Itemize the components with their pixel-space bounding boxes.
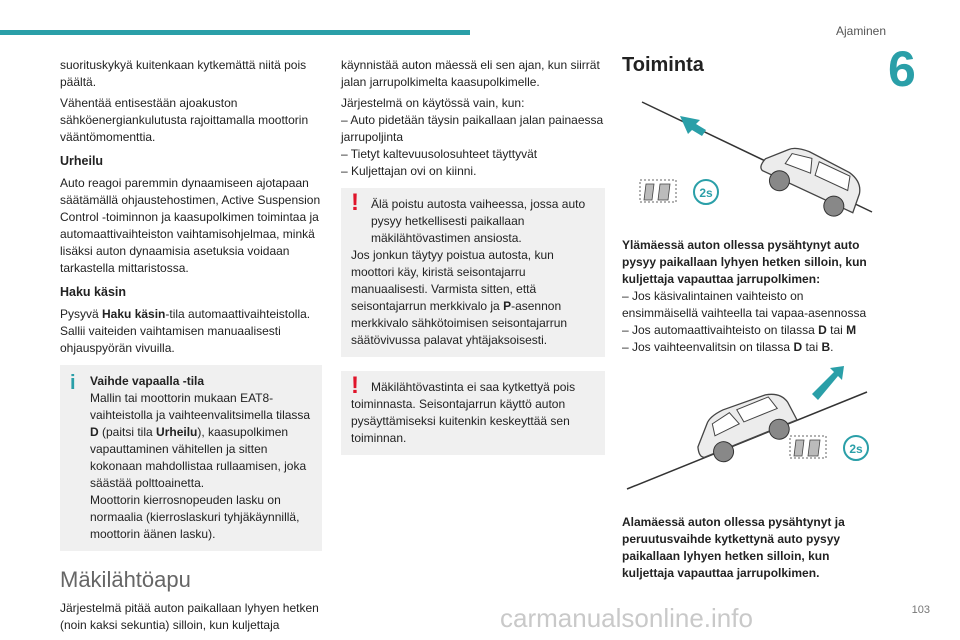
chapter-number: 6 xyxy=(888,41,916,97)
downhill-description: Alamäessä auton ollessa pysähtynyt ja peruutusvaihde kytkettynä auto pysyy paikallaan lyhyen hetken silloin, kun kuljettaja vapauttaa jarrupolkimen. xyxy=(622,515,845,580)
intro-paragraph-2: Vähentää entisestään ajoakuston sähköenergiankulutusta rajoittamalla moottorin vääntömomenttia. xyxy=(60,96,309,144)
toiminta-heading: Toiminta xyxy=(622,54,704,76)
timer-icon xyxy=(694,180,718,204)
uphill-condition-3 xyxy=(622,339,880,356)
warning-icon: ! xyxy=(351,189,359,216)
intro-paragraph-1: suorituskykyä kuitenkaan kytkemättä niitä pois päältä. xyxy=(60,58,307,89)
uphill-car-diagram xyxy=(622,90,880,225)
warning-1-p: P xyxy=(503,299,512,313)
info-box xyxy=(60,365,322,551)
info-line-3: Moottorin kierrosnopeuden lasku on normaalia (kierroslaskuri tyhjäkäynnillä, moottorin äänen lasku). xyxy=(90,493,300,541)
info-d: D xyxy=(90,425,99,439)
up-b2-pre: – Jos automaattivaihteisto on tilassa xyxy=(622,323,819,337)
condition-1: – Auto pidetään täysin paikallaan jalan painaessa jarrupoljinta xyxy=(341,113,604,144)
warning-1-b: Jos jonkun täytyy poistua autosta, kun moottori käy, kiristä seisontajarru manuaalisesti. Varmista sitten, että seisontajarrun merkkivalo ja xyxy=(351,248,554,313)
downhill-illustration xyxy=(622,364,880,502)
info-l2-pre: (paitsi tila xyxy=(98,425,157,439)
up-b2-mid: tai xyxy=(826,323,847,337)
up-b3-d: D xyxy=(793,340,803,354)
info-line-1: Mallin tai moottorin mukaan EAT8-vaihteistolla ja vaihteenvalitsimella tilassa xyxy=(90,391,311,422)
pedal-icon xyxy=(640,180,676,202)
chapter-name: Ajaminen xyxy=(835,24,886,38)
haku-text xyxy=(60,306,322,357)
warning-box-1 xyxy=(341,188,605,357)
column-1 xyxy=(60,57,322,638)
warning-1-text-a: Älä poistu autosta vaiheessa, jossa auto pysyy hetkellisesti paikallaan mäkilähtövastimen ansiosta. xyxy=(371,197,586,245)
watermark: carmanualsonline.info xyxy=(500,603,753,633)
pedal-icon xyxy=(790,436,826,458)
info-urheilu: Urheilu xyxy=(156,425,198,439)
column-2 xyxy=(341,57,605,469)
info-line-2 xyxy=(90,424,312,492)
haku-text-post: -tila automaattivaihteistolla. Sallii vaiteiden vaihtamisen manuaalisesti ohjauspyörän vivuilla. xyxy=(60,307,311,355)
urheilu-heading: Urheilu xyxy=(60,154,104,168)
column-3 xyxy=(622,54,880,586)
warning-box-2 xyxy=(341,371,605,455)
haku-heading: Haku käsin xyxy=(60,285,127,299)
urheilu-text: Auto reagoi paremmin dynaamiseen ajotapaan säätämällä ohjaustehostimen, Active Suspension Control -toiminnon ja kaasupolkimen toimintaa ja automaattivaihteiston vaihtamisohjelmaa, minkä lisäksi auton dynaamisia asetuksia voidaan tarkastella mittaristossa. xyxy=(60,176,321,275)
warning-2-text: Mäkilähtövastinta ei saa kytkettyä pois toiminnasta. Seisontajarrun käyttö auton pysäyttämiseksi kuitenkin keskeyttää sen toiminnan. xyxy=(351,380,576,445)
info-icon: i xyxy=(70,372,76,394)
col2-paragraph-2: Järjestelmä on käytössä vain, kun: xyxy=(341,96,525,110)
uphill-condition-2 xyxy=(622,322,880,339)
up-b2-d: D xyxy=(818,323,827,337)
info-l2-post: ), kaasupolkimen vapauttaminen vähitellen ja sitten kokonaan mahdollistaa rullaamisen, joka säästää polttoainetta. xyxy=(90,425,307,490)
warning-1-text-b xyxy=(351,247,595,349)
col2-paragraph-1: käynnistää auton mäessä eli sen ajan, kun siirrät jalan jarrupolkimelta kaasupolkimelle. xyxy=(341,58,600,89)
up-b2-m: M xyxy=(846,323,857,337)
uphill-illustration xyxy=(622,90,880,225)
slope-arrow-icon xyxy=(812,366,844,400)
haku-text-bold: Haku käsin xyxy=(102,307,166,321)
up-b3-pre: – Jos vaihteenvalitsin on tilassa xyxy=(622,340,794,354)
downhill-car-diagram xyxy=(622,364,880,502)
timer-icon xyxy=(844,436,868,460)
up-b3-b: B xyxy=(821,340,831,354)
timer-label-1: 2s xyxy=(699,186,713,200)
section-title: Mäkilähtöapu xyxy=(60,567,191,592)
uphill-condition-1: – Jos käsivalintainen vaihteisto on ensimmäisellä vaihteella tai vapaa-asennossa xyxy=(622,289,867,320)
warning-icon: ! xyxy=(351,372,359,399)
up-b3-mid: tai xyxy=(802,340,822,354)
condition-2: – Tietyt kaltevuusolosuhteet täyttyvät xyxy=(341,147,538,161)
haku-text-pre: Pysyvä xyxy=(60,307,103,321)
up-b3-end: . xyxy=(830,340,834,354)
uphill-description: Ylämäessä auton ollessa pysähtynyt auto pysyy paikallaan lyhyen hetken silloin, kun kuljettaja vapauttaa jarrupolkimen: xyxy=(622,238,867,286)
page-number: 103 xyxy=(911,604,930,616)
condition-3: – Kuljettajan ovi on kiinni. xyxy=(341,164,477,178)
header-accent-bar xyxy=(0,30,470,35)
info-title: Vaihde vapaalla -tila xyxy=(90,374,205,388)
timer-label-2: 2s xyxy=(849,442,863,456)
warning-1-c: -asennon merkkivalo sähkötoimisen seisontajarrun säätövivussa palavat yhtäjaksoisesti. xyxy=(351,299,568,347)
section-text: Järjestelmä pitää auton paikallaan lyhyen hetken (noin kaksi sekuntia) silloin, kun kuljettaja xyxy=(60,601,319,632)
slope-arrow-icon xyxy=(680,116,706,136)
